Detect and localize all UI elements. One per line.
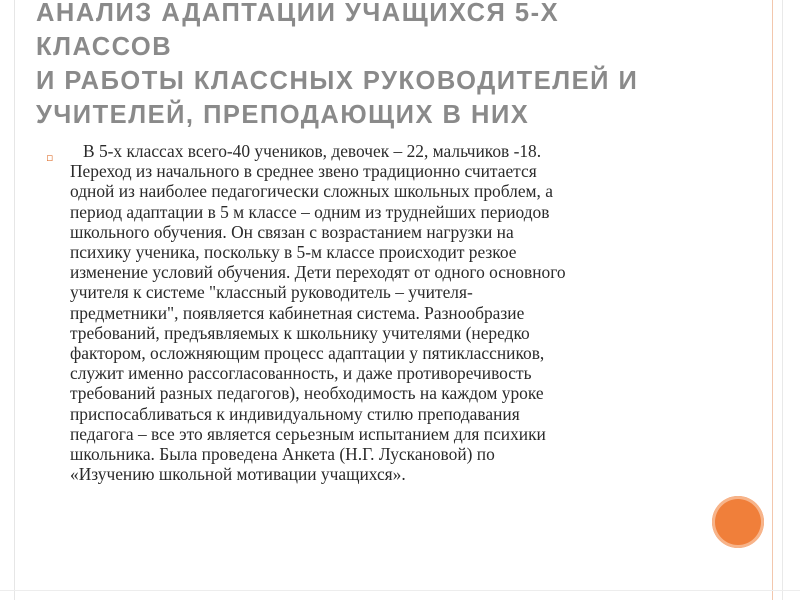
body-line: Переход из начального в среднее звено традиционно считается — [70, 161, 537, 182]
body-line: педагога – все это является серьезным испытанием для психики — [70, 423, 546, 444]
body-line: период адаптации в 5 м классе – одним из труднейших периодов — [70, 201, 550, 222]
left-border-line — [14, 0, 15, 600]
body-line: требований разных педагогов), необходимость на каждом уроке — [70, 383, 544, 404]
accent-line — [772, 0, 773, 600]
body-line: фактором, осложняющим процесс адаптации у пятиклассников, — [70, 343, 545, 364]
body-line: служит именно рассогласованность, и даже противоречивость — [70, 363, 532, 384]
body-line: школьника. Была проведена Анкета (Н.Г. Лускановой) по — [70, 444, 495, 465]
body-line: одной из наиболее педагогически сложных школьных проблем, а — [70, 181, 553, 202]
bullet-marker-icon: ▫ — [46, 151, 54, 164]
body-line: предметники", появляется кабинетная система. Разнообразие — [70, 302, 525, 323]
body-line: «Изучению школьной мотивации учащихся». — [70, 464, 406, 485]
title-line: АНАЛИЗ АДАПТАЦИИ УЧАЩИХСЯ 5-Х — [36, 0, 560, 27]
body-line: В 5-х классах всего-40 учеников, девочек – 22, мальчиков -18. — [83, 141, 542, 161]
title-line: УЧИТЕЛЕЙ, ПРЕПОДАЮЩИХ В НИХ — [36, 101, 530, 129]
title-line: КЛАССОВ — [36, 33, 173, 61]
title-line: И РАБОТЫ КЛАССНЫХ РУКОВОДИТЕЛЕЙ И — [36, 67, 639, 95]
orange-circle-decoration — [712, 496, 764, 548]
body-line: учителя к системе "классный руководитель – учителя- — [70, 282, 473, 303]
body-line: изменение условий обучения. Дети переходят от одного основного — [70, 262, 566, 283]
body-line: приспосабливаться к индивидуальному стилю преподавания — [70, 403, 520, 424]
slide-title — [36, 0, 756, 132]
right-border-line — [782, 0, 783, 600]
body-line: психику ученика, поскольку в 5-м классе происходит резкое — [70, 242, 517, 263]
bottom-border-line — [0, 590, 800, 591]
body-line: требований, предъявляемых к школьнику учителями (нередко — [70, 322, 530, 343]
body-paragraph — [70, 141, 710, 484]
body-line: школьного обучения. Он связан с возрастанием нагрузки на — [70, 221, 514, 242]
